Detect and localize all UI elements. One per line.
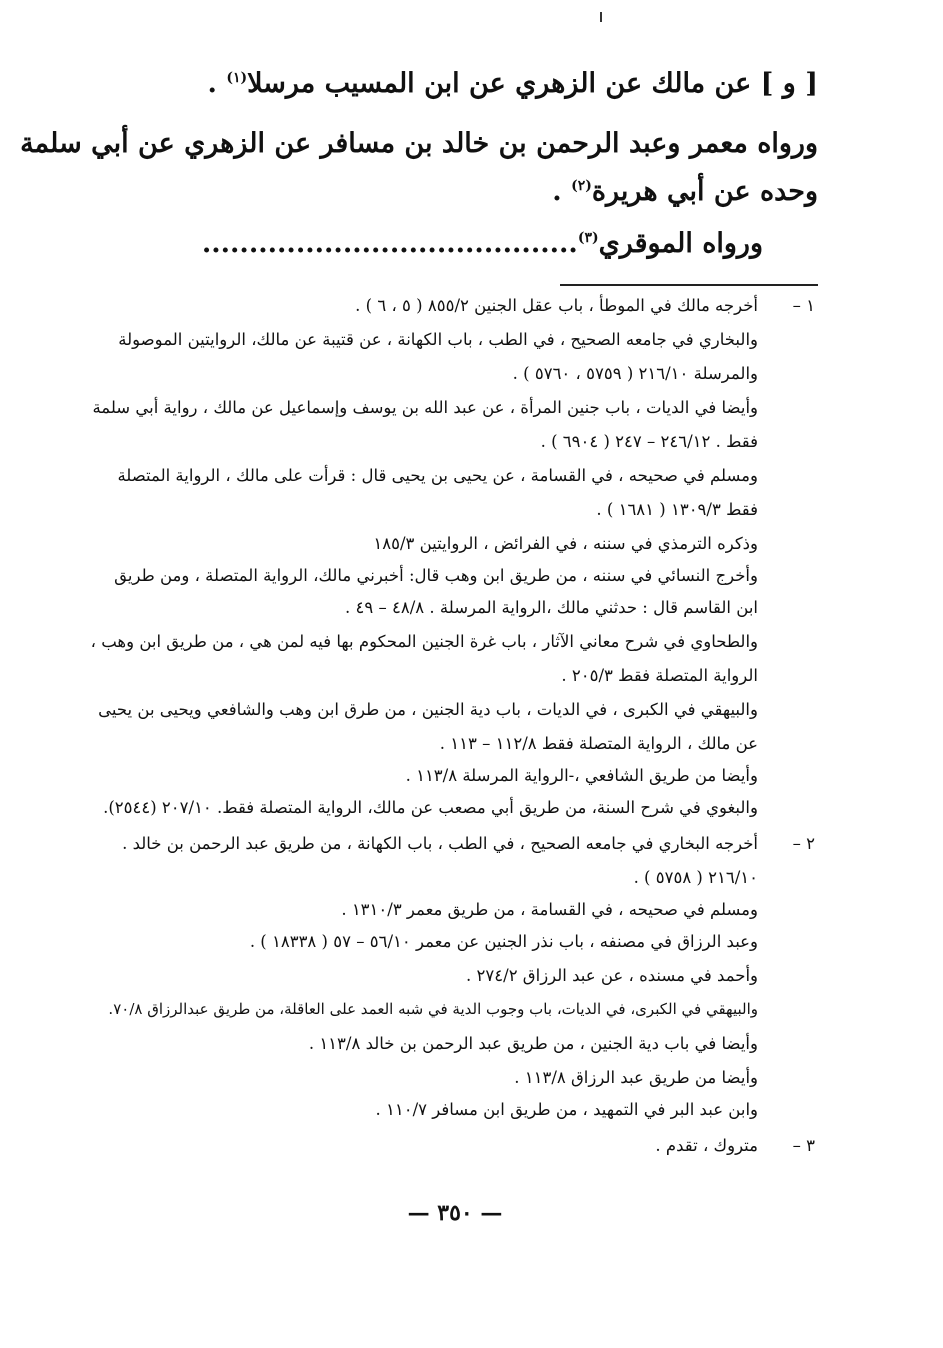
- footnote-line: والبيهقي في الكبرى ، في الديات ، باب دية الجنين ، من طرق ابن وهب والشافعي ويحيى بن يحيى: [98, 700, 758, 719]
- footnote-line: وأيضا في الديات ، باب جنين المرأة ، عن عبد الله بن يوسف وإسماعيل عن مالك ، رواية أبي سلمة: [92, 398, 758, 417]
- footnote-line: وأحمد في مسنده ، عن عبد الرزاق ٢٧٤/٢ .: [466, 966, 758, 985]
- footnote-number: ٣ –: [792, 1136, 815, 1155]
- footnote-line: والطحاوي في شرح معاني الآثار ، باب غرة الجنين المحكوم بها فيه لمن هي ، من طريق ابن وهب ،: [90, 632, 758, 651]
- footnote-separator: [560, 284, 818, 286]
- footnote-number: ١ –: [792, 296, 815, 315]
- main-text: [ و ] عن مالك عن الزهري عن ابن المسيب مرسلا: [247, 68, 818, 99]
- footnote-line: وعبد الرزاق في مصنفه ، باب نذر الجنين عن معمر ٥٦/١٠ – ٥٧ ( ١٨٣٣٨ ) .: [249, 932, 758, 951]
- footnote-line: وأيضا في باب دية الجنين ، من طريق عبد الرحمن بن خالد ١١٣/٨ .: [308, 1034, 758, 1053]
- footnote-line: وذكره الترمذي في سننه ، في الفرائض ، الروايتين ١٨٥/٣: [373, 534, 758, 553]
- footnote-line: والبغوي في شرح السنة، من طريق أبي مصعب عن مالك، الرواية المتصلة فقط. ٢٠٧/١٠ (٢٥٤٤).: [103, 798, 758, 817]
- footnote-line: وأخرج النسائي في سننه ، من طريق ابن وهب قال: أخبرني مالك، الرواية المتصلة ، ومن طريق: [114, 566, 758, 585]
- punct: .: [207, 68, 227, 99]
- main-line-4: [110, 228, 763, 259]
- footnote-number: ٢ –: [792, 834, 815, 853]
- main-text: ورواه معمر وعبد الرحمن بن خالد بن مسافر عن الزهري عن أبي سلمة: [20, 128, 818, 159]
- footnote-line: وابن عبد البر في التمهيد ، من طريق ابن مسافر ١١٠/٧ .: [375, 1100, 758, 1119]
- ellipsis-dots: ........................................: [201, 228, 578, 259]
- footnote-line: عن مالك ، الرواية المتصلة فقط ١١٢/٨ – ١١٣ .: [439, 734, 758, 753]
- footnote-line: ابن القاسم قال : حدثني مالك ،الرواية المرسلة . ٤٨/٨ – ٤٩ .: [345, 598, 758, 617]
- footnote-line: والمرسلة ٢١٦/١٠ ( ٥٧٥٩ ، ٥٧٦٠ ) .: [512, 364, 758, 383]
- main-text: وحده عن أبي هريرة: [591, 176, 818, 207]
- main-line-3: [110, 176, 818, 207]
- footnote-line: متروك ، تقدم .: [655, 1136, 758, 1155]
- footnote-line: فقط . ٢٤٦/١٢ – ٢٤٧ ( ٦٩٠٤ ) .: [540, 432, 758, 451]
- main-line-1: [110, 68, 818, 99]
- footnote-line: أخرجه مالك في الموطأ ، باب عقل الجنين ٨٥٥/٢ ( ٥ ، ٦ ) .: [355, 296, 758, 315]
- footnote-line: أخرجه البخاري في جامعه الصحيح ، في الطب ، باب الكهانة ، من طريق عبد الرحمن بن خالد .: [122, 834, 758, 853]
- note-ref: (٢): [571, 178, 592, 194]
- footnote-line: ومسلم في صحيحه ، في القسامة ، عن يحيى بن يحيى قال : قرأت على مالك ، الرواية المتصلة: [117, 466, 758, 485]
- footnote-line: وأيضا من طريق عبد الرزاق ١١٣/٨ .: [514, 1068, 758, 1087]
- punct: .: [552, 176, 572, 207]
- main-line-2: [20, 128, 818, 159]
- page-number: — ٣٥٠ —: [407, 1200, 503, 1226]
- note-ref: (١): [226, 70, 248, 86]
- footnote-line: ٢١٦/١٠ ( ٥٧٥٨ ) .: [633, 868, 758, 887]
- main-text: ورواه الموقري: [598, 228, 763, 259]
- footnote-line: والبيهقي في الكبرى، في الديات، باب وجوب الدية في شبه العمد على العاقلة، من طريق عبدالرزاق ٧٠/٨.: [108, 1000, 758, 1018]
- note-ref: (٣): [577, 230, 599, 246]
- scan-mark: [600, 12, 602, 22]
- footnote-line: ومسلم في صحيحه ، في القسامة ، من طريق معمر ١٣١٠/٣ .: [341, 900, 758, 919]
- footnote-line: وأيضا من طريق الشافعي ،-الرواية المرسلة ١١٣/٨ .: [405, 766, 758, 785]
- footnote-line: الرواية المتصلة فقط ٢٠٥/٣ .: [561, 666, 758, 685]
- footnote-line: فقط ١٣٠٩/٣ ( ١٦٨١ ) .: [596, 500, 758, 519]
- footnote-line: والبخاري في جامعه الصحيح ، في الطب ، باب الكهانة ، عن قتيبة عن مالك، الروايتين الموصولة: [118, 330, 758, 349]
